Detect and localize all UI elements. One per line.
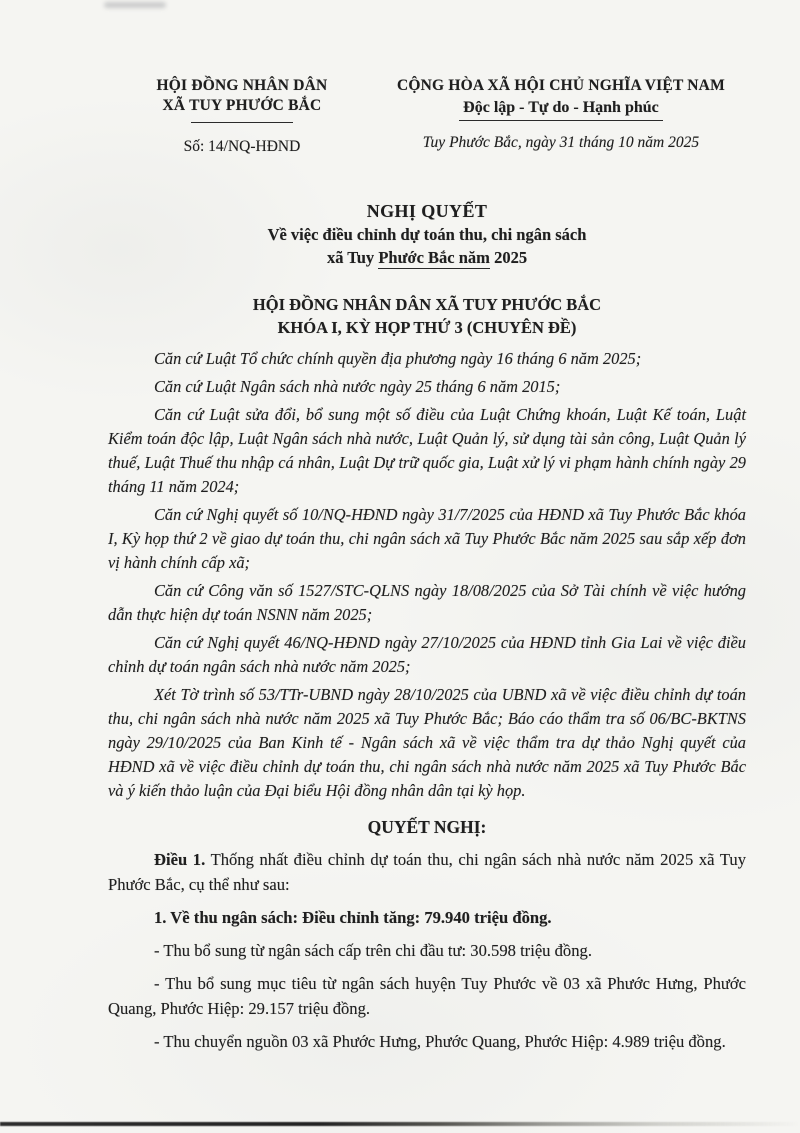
document-title-block: [108, 199, 746, 269]
subject-line2-pre: xã Tuy: [326, 248, 379, 267]
article-1-label: Điều 1.: [154, 850, 206, 869]
recitals-section: [108, 347, 746, 803]
revenue-detail-line: - Thu chuyển nguồn 03 xã Phước Hưng, Phước Quang, Phước Hiệp: 4.989 triệu đồng.: [154, 1032, 726, 1051]
issuer-line2: KHÓA I, KỲ HỌP THỨ 3 (CHUYÊN ĐỀ): [277, 318, 577, 337]
recital-paragraph: Căn cứ Công văn số 1527/STC-QLNS ngày 18/08/2025 của Sở Tài chính về việc hướng dẫn thực hiện dự toán NSNN năm 2025;: [108, 581, 746, 624]
scan-edge-artifact: [0, 1122, 800, 1126]
issuer-block: [108, 293, 746, 339]
document-subject-line2: [108, 246, 746, 269]
recital-paragraph: Căn cứ Luật Ngân sách nhà nước ngày 25 tháng 6 năm 2015;: [154, 377, 561, 396]
recital-paragraph: Căn cứ Nghị quyết số 10/NQ-HĐND ngày 31/7/2025 của HĐND xã Tuy Phước Bắc khóa I, Kỳ họp thứ 2 về giao dự toán thu, chi ngân sách xã Tuy Phước Bắc năm 2025 sau sắp xếp đơn vị hành chính cấp xã;: [108, 505, 746, 572]
place-date-line: Tuy Phước Bắc, ngày 31 tháng 10 năm 2025: [422, 134, 700, 151]
org-parent-name: HỘI ĐỒNG NHÂN DÂN: [156, 77, 328, 94]
document-number: Số: 14/NQ-HĐND: [183, 138, 301, 155]
document-header: [108, 76, 746, 157]
article-1-paragraph: [108, 847, 746, 897]
subject-line2-post: 2025: [489, 248, 528, 267]
national-title: CỘNG HÒA XÃ HỘI CHỦ NGHĨA VIỆT NAM: [397, 77, 725, 94]
issuer-line1: HỘI ĐỒNG NHÂN DÂN XÃ TUY PHƯỚC BẮC: [252, 295, 602, 314]
document-type-title: NGHỊ QUYẾT: [366, 201, 488, 221]
recital-paragraph: Căn cứ Luật Tổ chức chính quyền địa phương ngày 16 tháng 6 năm 2025;: [154, 349, 642, 368]
revenue-summary-line: 1. Về thu ngân sách: Điều chỉnh tăng: 79.940 triệu đồng.: [154, 908, 552, 927]
article-1-text: Thống nhất điều chỉnh dự toán thu, chi ngân sách nhà nước năm 2025 xã Tuy Phước Bắc, cụ thể như sau:: [108, 850, 746, 894]
org-name: XÃ TUY PHƯỚC BẮC: [162, 97, 322, 114]
resolve-heading: QUYẾT NGHỊ:: [367, 817, 487, 837]
recital-paragraph: Căn cứ Luật sửa đổi, bổ sung một số điều của Luật Chứng khoán, Luật Kế toán, Luật Kiểm toán độc lập, Luật Ngân sách nhà nước, Luật Quản lý, sử dụng tài sản công, Luật Quản lý thuế, Luật Thuế thu nhập cá nhân, Luật Dự trữ quốc gia, Luật xử lý vi phạm hành chính ngày 29 tháng 11 năm 2024;: [108, 405, 746, 496]
scan-smudge-artifact: [104, 2, 166, 8]
org-name-rule: [191, 122, 293, 123]
subject-line2-underlined: Phước Bắc năm: [378, 248, 490, 267]
national-motto: Độc lập - Tự do - Hạnh phúc: [459, 97, 663, 121]
document-subject-line1: Về việc điều chỉnh dự toán thu, chi ngân sách: [267, 225, 587, 244]
issuing-org-block: [108, 76, 376, 157]
revenue-detail-line: - Thu bổ sung mục tiêu từ ngân sách huyện Tuy Phước về 03 xã Phước Hưng, Phước Quang, Phước Hiệp: 29.157 triệu đồng.: [108, 974, 746, 1018]
recital-paragraph: Xét Tờ trình số 53/TTr-UBND ngày 28/10/2025 của UBND xã về việc điều chỉnh dự toán thu, chi ngân sách nhà nước năm 2025 xã Tuy Phước Bắc; Báo cáo thẩm tra số 06/BC-BKTNS ngày 29/10/2025 của Ban Kinh tế - Ngân sách xã về việc thẩm tra dự thảo Nghị quyết của HĐND xã về việc điều chỉnh dự toán thu, chi ngân sách nhà nước năm 2025 xã Tuy Phước Bắc và ý kiến thảo luận của Đại biểu Hội đồng nhân dân tại kỳ họp.: [108, 685, 746, 800]
recital-paragraph: Căn cứ Nghị quyết 46/NQ-HĐND ngày 27/10/2025 của HĐND tỉnh Gia Lai về việc điều chỉnh dự toán ngân sách nhà nước năm 2025;: [108, 633, 746, 676]
national-header-block: [376, 76, 746, 157]
revenue-detail-line: - Thu bổ sung từ ngân sách cấp trên chi đầu tư: 30.598 triệu đồng.: [154, 941, 592, 960]
